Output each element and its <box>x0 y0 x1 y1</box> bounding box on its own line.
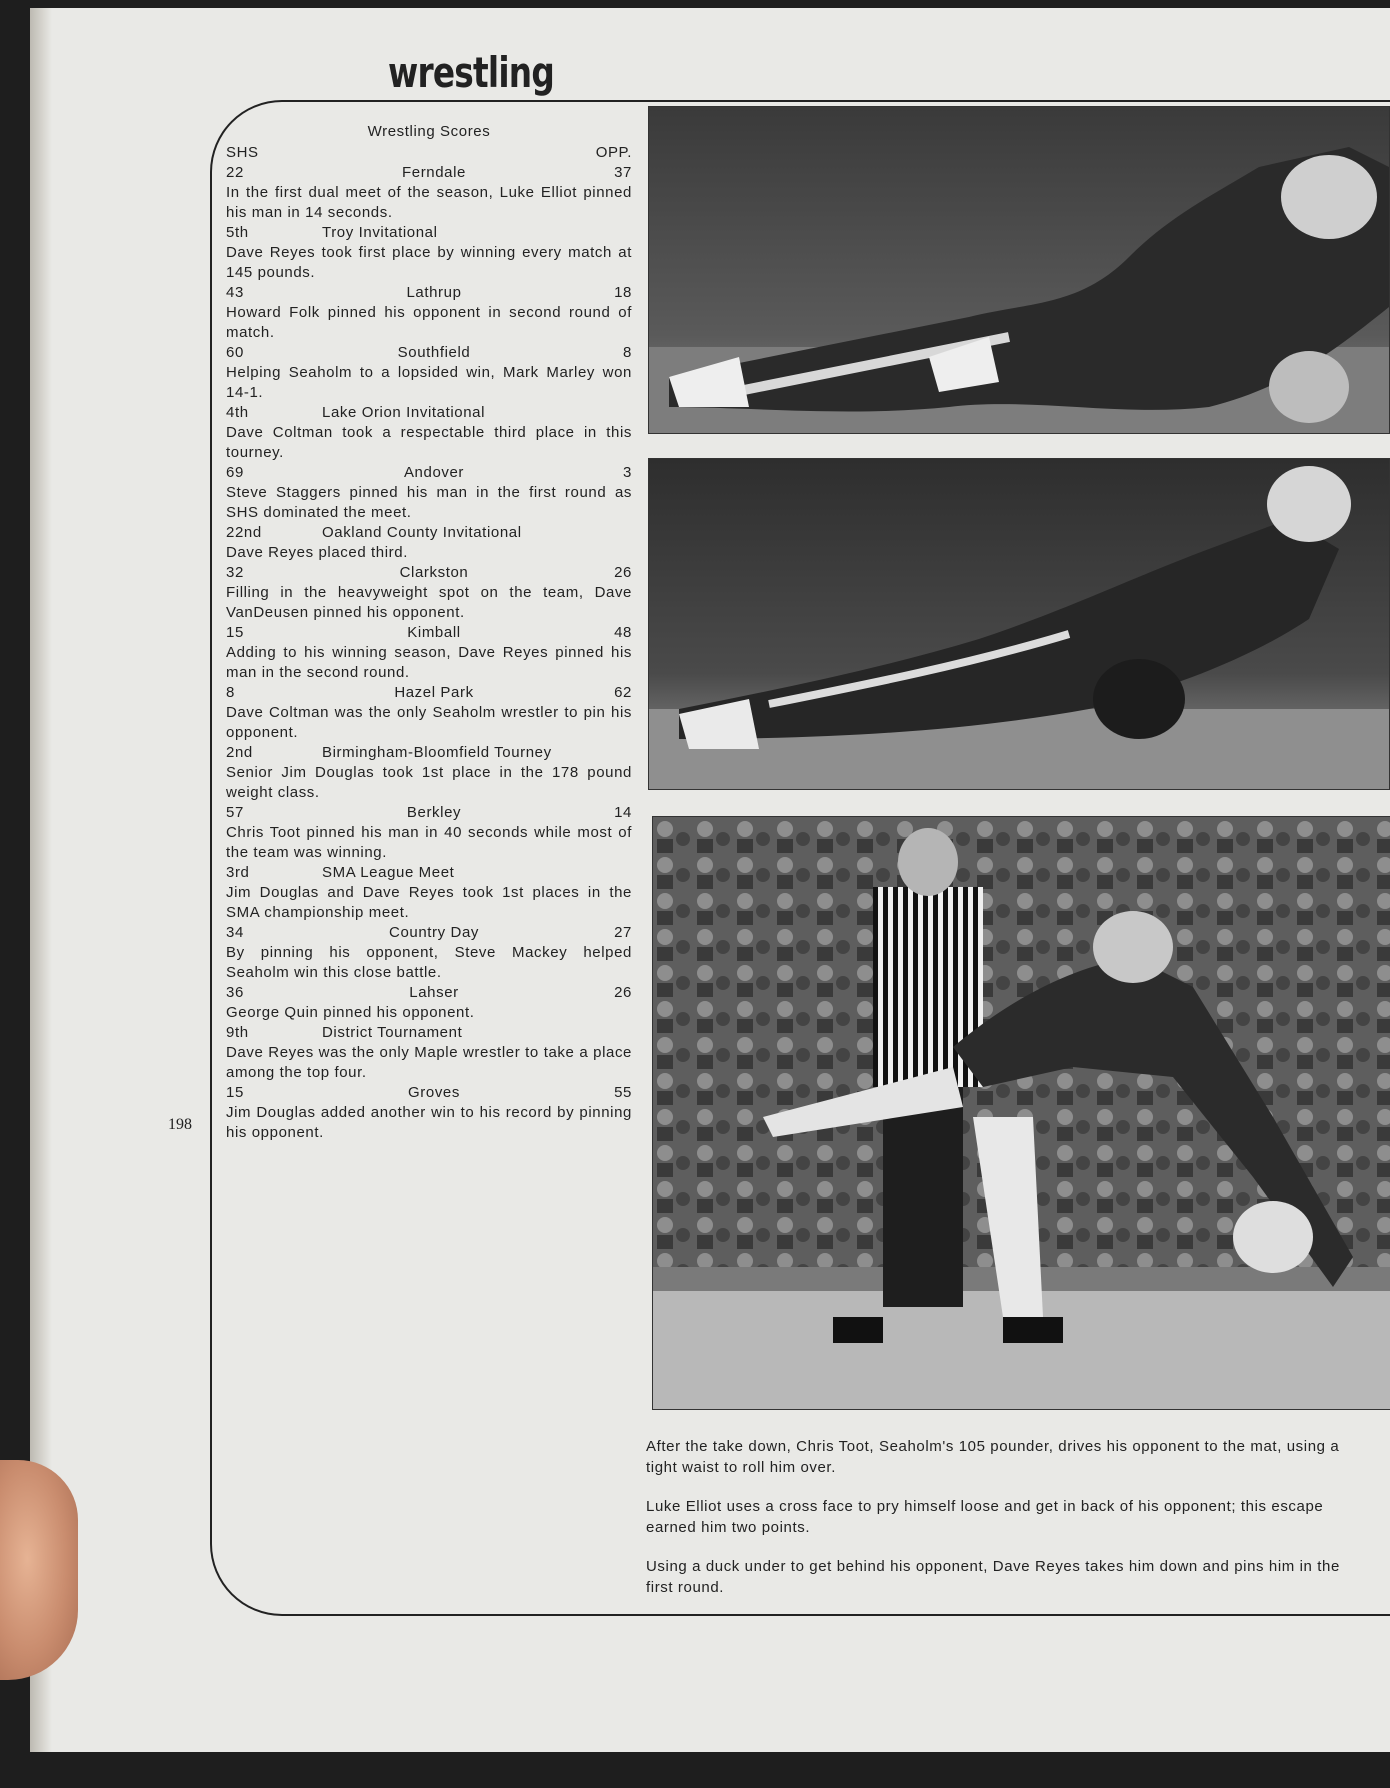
result-opponent: Groves <box>408 1084 460 1101</box>
result-opponent: Troy Invitational <box>322 224 438 241</box>
result-description: By pinning his opponent, Steve Mackey helped Seaholm win this close battle. <box>226 944 632 981</box>
result-opponent: Oakland County Invitational <box>322 524 522 541</box>
result-opponent: District Tournament <box>322 1024 463 1041</box>
result-line <box>226 983 632 1003</box>
result-description: Dave Reyes placed third. <box>226 544 408 561</box>
result-score: 15 <box>226 1084 244 1101</box>
result-score: 5th <box>226 224 249 241</box>
result-description: George Quin pinned his opponent. <box>226 1004 475 1021</box>
result-score: 9th <box>226 1024 249 1041</box>
yearbook-page <box>30 8 1390 1752</box>
result-opponent-score: 48 <box>614 624 632 641</box>
result-opponent: Berkley <box>406 804 462 821</box>
result-line <box>226 1023 632 1043</box>
wrestling-photo-image <box>649 459 1389 789</box>
result-opponent-score: 62 <box>614 684 632 701</box>
result-opponent: SMA League Meet <box>322 864 455 881</box>
result-score: 15 <box>226 624 244 641</box>
result-score: 22 <box>226 164 244 181</box>
result-description: Howard Folk pinned his opponent in second round of match. <box>226 304 632 341</box>
result-score: 69 <box>226 464 244 481</box>
result-score: 8 <box>226 684 235 701</box>
result-line <box>226 803 632 823</box>
result-score: 60 <box>226 344 244 361</box>
section-title: wrestling <box>388 48 555 97</box>
result-description: Helping Seaholm to a lopsided win, Mark Marley won 14-1. <box>226 364 632 401</box>
photo-takedown-roll <box>648 106 1390 434</box>
result-description: Jim Douglas added another win to his record by pinning his opponent. <box>226 1104 632 1141</box>
result-description: In the first dual meet of the season, Luke Elliot pinned his man in 14 seconds. <box>226 184 632 221</box>
caption-2: Luke Elliot uses a cross face to pry himself loose and get in back of his opponent; this escape earned him two points. <box>646 1498 1324 1536</box>
result-opponent-score: 55 <box>614 1084 632 1101</box>
result-line <box>226 163 632 183</box>
scores-header <box>226 143 632 163</box>
reader-thumb <box>0 1460 78 1680</box>
scores-title: Wrestling Scores <box>367 123 491 140</box>
result-opponent: Lake Orion Invitational <box>322 404 486 421</box>
scores-column <box>226 122 632 1143</box>
result-description: Adding to his winning season, Dave Reyes pinned his man in the second round. <box>226 644 632 681</box>
result-line <box>226 223 632 243</box>
result-opponent: Lathrup <box>406 284 462 301</box>
result-line <box>226 1083 632 1103</box>
result-score: 4th <box>226 404 249 421</box>
result-description: Dave Coltman was the only Seaholm wrestler to pin his opponent. <box>226 704 632 741</box>
result-description: Filling in the heavyweight spot on the team, Dave VanDeusen pinned his opponent. <box>226 584 632 621</box>
result-score: 43 <box>226 284 244 301</box>
caption-1: After the take down, Chris Toot, Seaholm's 105 pounder, drives his opponent to the mat, using a tight waist to roll him over. <box>646 1438 1340 1476</box>
result-line <box>226 923 632 943</box>
result-score: 57 <box>226 804 244 821</box>
result-line <box>226 743 632 763</box>
result-opponent-score: 14 <box>614 804 632 821</box>
result-opponent-score: 26 <box>614 564 632 581</box>
result-line <box>226 683 632 703</box>
result-score: 3rd <box>226 864 250 881</box>
result-opponent-score: 3 <box>623 464 632 481</box>
result-description: Dave Coltman took a respectable third place in this tourney. <box>226 424 632 461</box>
photo-captions <box>646 1436 1346 1616</box>
page-number: 198 <box>168 1116 192 1133</box>
result-opponent: Country Day <box>389 924 479 941</box>
result-opponent-score: 8 <box>623 344 632 361</box>
result-score: 36 <box>226 984 244 1001</box>
result-description: Jim Douglas and Dave Reyes took 1st places in the SMA championship meet. <box>226 884 632 921</box>
result-opponent-score: 37 <box>614 164 632 181</box>
results-list <box>226 163 632 1143</box>
result-description: Chris Toot pinned his man in 40 seconds while most of the team was winning. <box>226 824 632 861</box>
result-line <box>226 863 632 883</box>
result-opponent: Kimball <box>407 624 461 641</box>
result-score: 32 <box>226 564 244 581</box>
result-line <box>226 343 632 363</box>
result-opponent: Hazel Park <box>394 684 474 701</box>
result-line <box>226 403 632 423</box>
result-opponent: Andover <box>403 464 465 481</box>
result-line <box>226 283 632 303</box>
result-score: 22nd <box>226 524 262 541</box>
result-opponent-score: 27 <box>614 924 632 941</box>
result-opponent: Ferndale <box>401 164 466 181</box>
result-line <box>226 463 632 483</box>
result-opponent: Clarkston <box>399 564 469 581</box>
result-opponent-score: 26 <box>614 984 632 1001</box>
result-description: Steve Staggers pinned his man in the first round as SHS dominated the meet. <box>226 484 632 521</box>
result-score: 2nd <box>226 744 253 761</box>
wrestling-photo-image <box>653 817 1390 1409</box>
result-opponent: Birmingham-Bloomfield Tourney <box>322 744 552 761</box>
wrestling-photo-image <box>649 107 1389 433</box>
result-description: Dave Reyes was the only Maple wrestler to take a place among the top four. <box>226 1044 632 1081</box>
header-shs: SHS <box>226 144 259 161</box>
result-line <box>226 523 632 543</box>
photo-cross-face <box>648 458 1390 790</box>
result-description: Dave Reyes took first place by winning every match at 145 pounds. <box>226 244 632 281</box>
photo-duck-under <box>652 816 1390 1410</box>
result-opponent: Southfield <box>397 344 471 361</box>
result-opponent-score: 18 <box>614 284 632 301</box>
result-line <box>226 563 632 583</box>
result-score: 34 <box>226 924 244 941</box>
result-description: Senior Jim Douglas took 1st place in the 178 pound weight class. <box>226 764 632 801</box>
caption-3: Using a duck under to get behind his opponent, Dave Reyes takes him down and pins him in the first round. <box>646 1558 1340 1596</box>
header-opp: OPP. <box>595 144 632 161</box>
result-line <box>226 623 632 643</box>
result-opponent: Lahser <box>409 984 459 1001</box>
